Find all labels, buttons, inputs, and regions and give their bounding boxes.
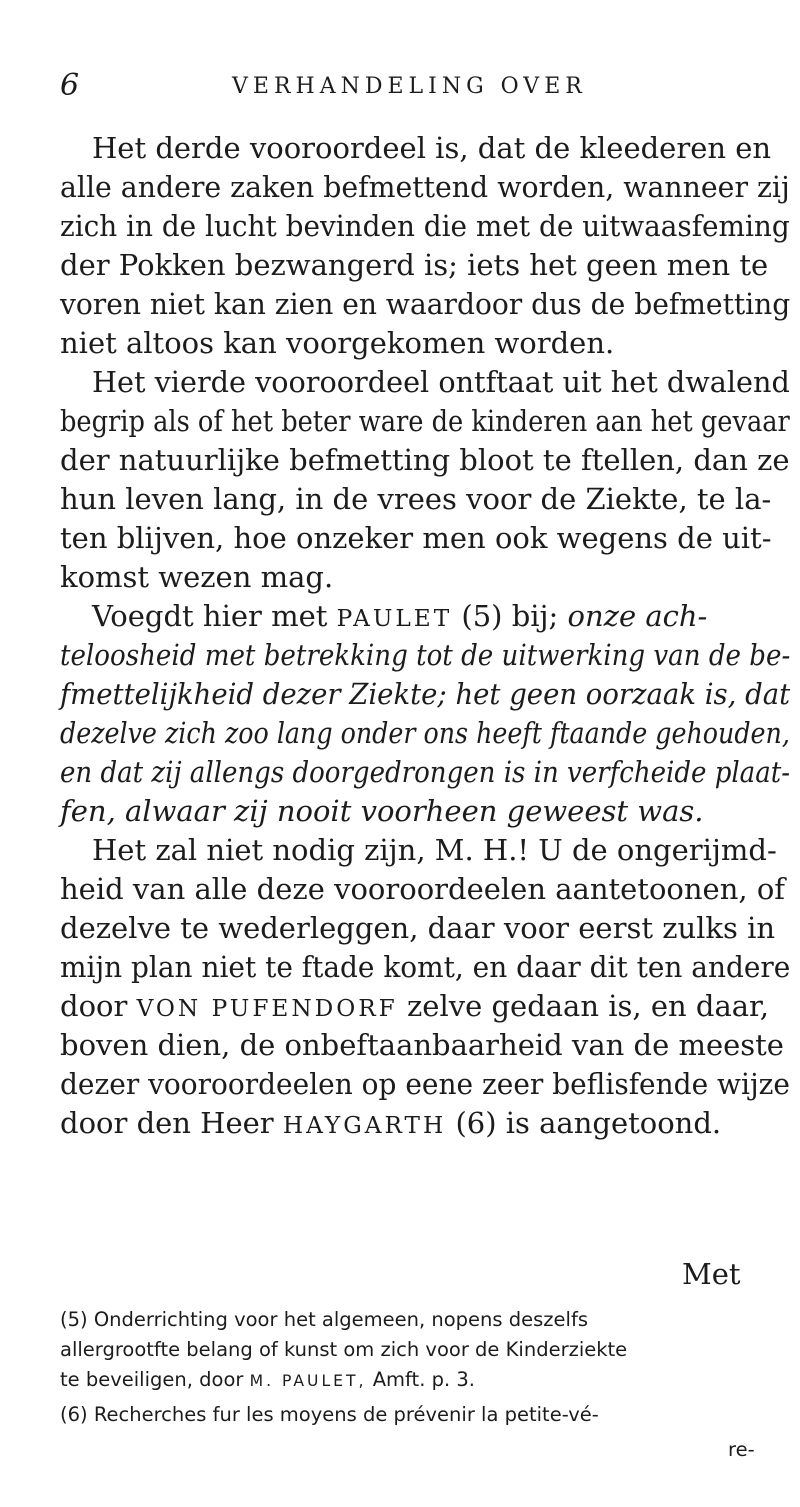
text-segment: Voegdt hier met	[92, 599, 328, 633]
text-segment: Amft. p. 3.	[372, 1368, 475, 1391]
text-line	[92, 599, 708, 633]
text-line: Het zal niet nodig zijn, M. H.! U de ongerijmd-	[92, 833, 777, 867]
author-name-paulet: PAULET	[336, 605, 453, 632]
text-line: voren niet kan zien en waardoor dus de befmetting	[60, 287, 791, 321]
text-line	[60, 989, 769, 1023]
text-segment: door	[60, 989, 128, 1023]
text-line	[60, 1106, 722, 1140]
text-segment: (6) is aangetoond.	[455, 1106, 722, 1140]
text-line: alle andere zaken befmettend worden, wanneer zij	[60, 170, 790, 204]
author-name-haygarth: HAYGARTH	[282, 1112, 447, 1139]
text-line: ten blijven, hoe onzeker men ook wegens de uit-	[60, 521, 772, 555]
text-line: mijn plan niet te ftade komt, en daar dit ten andere	[60, 950, 791, 984]
footnote-line: re-	[728, 1438, 755, 1461]
footnote-line: (5) Onderrichting voor het algemeen, nopens deszelfs	[60, 1308, 588, 1331]
text-line: heid van alle deze vooroordeelen aantetoonen, of	[60, 872, 786, 906]
catchword: Met	[682, 1257, 741, 1291]
text-segment: door den Heer	[60, 1106, 274, 1140]
author-name-paulet: M. PAULET,	[249, 1372, 367, 1390]
text-line-italic: en dat zij allengs doorgedrongen is in verfcheide plaat-	[60, 755, 791, 789]
text-line: der natuurlijke befmetting bloot te ftellen, dan ze	[60, 443, 790, 477]
text-line: komst wezen mag.	[60, 560, 334, 594]
text-segment: (5) bij;	[461, 599, 559, 633]
running-title: VERHANDELING OVER	[232, 74, 587, 99]
text-line: niet altoos kan voorgekomen worden.	[60, 326, 615, 360]
text-segment-italic: onze ach-	[567, 599, 708, 633]
text-line: hun leven lang, in de vrees voor de Ziekte, te la-	[60, 482, 772, 516]
text-line: dezelve te wederleggen, daar voor eerst zulks in	[60, 911, 776, 945]
text-line-italic: dezelve zich zoo lang onder ons heeft ftaande gehouden,	[60, 716, 790, 750]
text-line: der Pokken bezwangerd is; iets het geen men te	[60, 248, 769, 282]
text-line: Het derde vooroordeel is, dat de kleederen en	[92, 131, 772, 165]
text-line-italic: fen, alwaar zij nooit voorheen geweest was.	[60, 794, 704, 828]
footnote-line	[60, 1368, 475, 1391]
text-line: begrip als of het beter ware de kinderen aan het gevaar	[60, 404, 790, 438]
text-segment: zelve gedaan is, en daar,	[407, 989, 769, 1023]
author-name-pufendorf: VON PUFENDORF	[136, 995, 398, 1022]
text-segment: te beveiligen, door	[60, 1368, 244, 1391]
page-number: 6	[60, 68, 80, 103]
footnote-line: allergrootfte belang of kunst om zich voor de Kinderziekte	[60, 1338, 628, 1361]
footnote-line: (6) Recherches fur les moyens de prévenir la petite-vé-	[60, 1403, 599, 1426]
text-line: Het vierde vooroordeel ontftaat uit het dwalend	[92, 365, 790, 399]
text-line: zich in de lucht bevinden die met de uitwaasfeming	[60, 209, 790, 243]
text-line: boven dien, de onbeftaanbaarheid van de meeste	[60, 1028, 784, 1062]
text-line-italic: fmettelijkheid dezer Ziekte; het geen oorzaak is, dat	[60, 677, 791, 711]
text-line-italic: teloosheid met betrekking tot de uitwerking van de be-	[60, 638, 791, 672]
text-line: dezer vooroordeelen op eene zeer beflisfende wijze	[60, 1067, 790, 1101]
